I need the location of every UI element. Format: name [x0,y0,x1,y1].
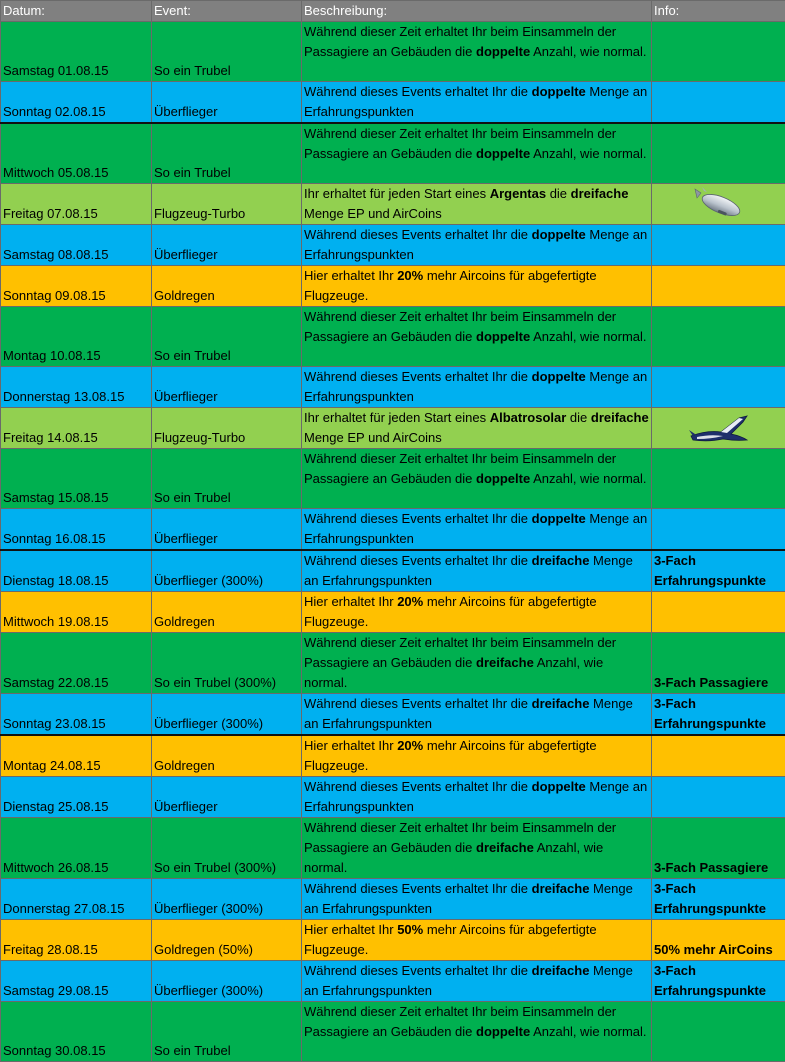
date-cell: Donnerstag 27.08.15 [1,879,152,920]
table-row [1,22,785,82]
desc-text: Menge EP und AirCoins [304,206,442,221]
desc-bold: Albatrosolar [490,410,567,425]
desc-bold: Argentas [490,186,546,201]
desc-text: Während dieser Zeit erhaltet Ihr beim Einsammeln der Passagiere an Gebäuden die [304,820,616,855]
table-row [1,694,785,736]
desc-bold: doppelte [476,44,530,59]
event-cell: So ein Trubel [152,307,302,367]
desc-text: mehr Aircoins für abgefertigte Flugzeuge. [304,922,597,957]
desc-text: Während dieses Events erhaltet Ihr die [304,369,532,384]
table-row [1,266,785,307]
event-cell: Überflieger [152,225,302,266]
desc-text: Anzahl, wie normal. [530,471,646,486]
date-cell: Mittwoch 26.08.15 [1,818,152,879]
desc-text: Menge an Erfahrungspunkten [304,963,633,998]
header-description: Beschreibung: [302,1,652,22]
desc-text: Anzahl, wie normal. [530,44,646,59]
desc-text: mehr Aircoins für abgefertigte Flugzeuge. [304,594,597,629]
description-cell [302,307,652,367]
date-cell: Freitag 28.08.15 [1,920,152,961]
desc-text: Menge an Erfahrungspunkten [304,227,647,262]
info-cell [652,367,785,408]
info-cell: 3-Fach Erfahrungspunkte [652,879,785,920]
header-info: Info: [652,1,785,22]
date-cell: Samstag 15.08.15 [1,449,152,509]
info-cell [652,592,785,633]
info-cell [652,225,785,266]
table-row [1,735,785,777]
event-cell: So ein Trubel [152,123,302,184]
desc-bold: 20% [397,268,423,283]
description-cell [302,82,652,124]
desc-text: Ihr erhaltet für jeden Start eines [304,186,490,201]
desc-text: Während dieser Zeit erhaltet Ihr beim Einsammeln der Passagiere an Gebäuden die [304,309,616,344]
description-cell [302,408,652,449]
table-row [1,920,785,961]
description-cell [302,367,652,408]
info-cell [652,82,785,124]
event-cell: Überflieger (300%) [152,550,302,592]
desc-bold: 20% [397,738,423,753]
event-cell: Überflieger (300%) [152,879,302,920]
desc-bold: dreifache [532,963,590,978]
table-row [1,633,785,694]
date-cell: Sonntag 23.08.15 [1,694,152,736]
info-cell [652,735,785,777]
info-cell: 3-Fach Erfahrungspunkte [652,694,785,736]
event-cell: Überflieger (300%) [152,961,302,1002]
desc-text: Anzahl, wie normal. [304,840,603,875]
date-cell: Montag 10.08.15 [1,307,152,367]
header-event: Event: [152,1,302,22]
table-row [1,408,785,449]
description-cell [302,920,652,961]
event-cell: Goldregen [152,735,302,777]
desc-bold: 50% [397,922,423,937]
desc-bold: doppelte [532,369,586,384]
description-cell [302,123,652,184]
date-cell: Sonntag 02.08.15 [1,82,152,124]
desc-text: Menge an Erfahrungspunkten [304,511,647,546]
desc-text: die [546,186,571,201]
desc-text: Menge an Erfahrungspunkten [304,881,633,916]
table-row [1,367,785,408]
desc-text: Menge an Erfahrungspunkten [304,84,647,119]
desc-text: Während dieses Events erhaltet Ihr die [304,963,532,978]
date-cell: Samstag 22.08.15 [1,633,152,694]
info-cell: 3-Fach Passagiere [652,633,785,694]
event-cell: So ein Trubel [152,449,302,509]
info-cell [652,184,785,225]
desc-text: Anzahl, wie normal. [304,655,603,690]
albatros-plane-icon [687,410,751,446]
date-cell: Donnerstag 13.08.15 [1,367,152,408]
info-cell: 3-Fach Erfahrungspunkte [652,550,785,592]
description-cell [302,1002,652,1062]
description-cell [302,449,652,509]
event-cell: Flugzeug-Turbo [152,408,302,449]
desc-bold: doppelte [476,329,530,344]
info-cell: 3-Fach Erfahrungspunkte [652,961,785,1002]
info-cell [652,123,785,184]
table-row [1,123,785,184]
table-row [1,82,785,124]
date-cell: Freitag 07.08.15 [1,184,152,225]
date-cell: Samstag 08.08.15 [1,225,152,266]
desc-text: Hier erhaltet Ihr [304,738,397,753]
info-cell [652,449,785,509]
desc-text: Hier erhaltet Ihr [304,922,397,937]
description-cell [302,509,652,551]
desc-text: Während dieser Zeit erhaltet Ihr beim Einsammeln der Passagiere an Gebäuden die [304,24,616,59]
date-cell: Mittwoch 19.08.15 [1,592,152,633]
desc-text: Menge an Erfahrungspunkten [304,369,647,404]
table-row [1,225,785,266]
description-cell [302,735,652,777]
info-cell [652,509,785,551]
date-cell: Freitag 14.08.15 [1,408,152,449]
description-cell [302,879,652,920]
desc-text: Ihr erhaltet für jeden Start eines [304,410,490,425]
desc-bold: doppelte [476,471,530,486]
info-cell [652,266,785,307]
info-cell [652,307,785,367]
info-cell: 3-Fach Passagiere [652,818,785,879]
event-cell: Überflieger [152,82,302,124]
desc-bold: dreifache [476,840,534,855]
date-cell: Samstag 29.08.15 [1,961,152,1002]
header-row [1,1,785,22]
description-cell [302,184,652,225]
info-cell [652,408,785,449]
desc-text: die [566,410,591,425]
date-cell: Montag 24.08.15 [1,735,152,777]
desc-text: Menge EP und AirCoins [304,430,442,445]
desc-text: Während dieses Events erhaltet Ihr die [304,553,532,568]
desc-text: Während dieser Zeit erhaltet Ihr beim Einsammeln der Passagiere an Gebäuden die [304,635,616,670]
description-cell [302,225,652,266]
desc-text: mehr Aircoins für abgefertigte Flugzeuge. [304,268,597,303]
airship-icon [691,187,747,221]
desc-bold: dreifache [532,696,590,711]
desc-text: Menge an Erfahrungspunkten [304,779,647,814]
info-cell [652,777,785,818]
description-cell [302,592,652,633]
date-cell: Sonntag 16.08.15 [1,509,152,551]
date-cell: Sonntag 30.08.15 [1,1002,152,1062]
desc-text: Während dieses Events erhaltet Ihr die [304,881,532,896]
desc-bold: doppelte [532,84,586,99]
date-cell: Samstag 01.08.15 [1,22,152,82]
date-cell: Dienstag 18.08.15 [1,550,152,592]
description-cell [302,266,652,307]
desc-bold: doppelte [532,779,586,794]
table-row [1,509,785,551]
info-cell [652,1002,785,1062]
description-cell [302,777,652,818]
event-cell: So ein Trubel [152,22,302,82]
event-cell: So ein Trubel (300%) [152,633,302,694]
event-cell: Flugzeug-Turbo [152,184,302,225]
event-cell: Goldregen (50%) [152,920,302,961]
desc-bold: dreifache [532,553,590,568]
date-cell: Sonntag 09.08.15 [1,266,152,307]
desc-text: Während dieses Events erhaltet Ihr die [304,511,532,526]
desc-bold: doppelte [476,1024,530,1039]
event-cell: Goldregen [152,266,302,307]
table-row [1,818,785,879]
desc-bold: dreifache [591,410,649,425]
event-cell: Überflieger [152,777,302,818]
info-cell: 50% mehr AirCoins [652,920,785,961]
event-cell: Überflieger (300%) [152,694,302,736]
table-row [1,307,785,367]
desc-text: Anzahl, wie normal. [530,329,646,344]
desc-text: Hier erhaltet Ihr [304,594,397,609]
desc-text: Während dieses Events erhaltet Ihr die [304,779,532,794]
desc-text: Anzahl, wie normal. [530,1024,646,1039]
desc-text: Während dieses Events erhaltet Ihr die [304,84,532,99]
table-row [1,592,785,633]
description-cell [302,550,652,592]
desc-bold: doppelte [532,511,586,526]
header-date: Datum: [1,1,152,22]
description-cell [302,694,652,736]
desc-bold: 20% [397,594,423,609]
info-cell [652,22,785,82]
desc-bold: dreifache [571,186,629,201]
table-row [1,1002,785,1062]
table-row [1,550,785,592]
date-cell: Mittwoch 05.08.15 [1,123,152,184]
desc-text: Hier erhaltet Ihr [304,268,397,283]
desc-bold: doppelte [532,227,586,242]
description-cell [302,961,652,1002]
description-cell [302,818,652,879]
desc-text: Anzahl, wie normal. [530,146,646,161]
table-row [1,184,785,225]
table-row [1,961,785,1002]
desc-bold: dreifache [476,655,534,670]
event-cell: Goldregen [152,592,302,633]
desc-text: Während dieser Zeit erhaltet Ihr beim Einsammeln der Passagiere an Gebäuden die [304,126,616,161]
description-cell [302,22,652,82]
desc-bold: doppelte [476,146,530,161]
description-cell [302,633,652,694]
event-cell: So ein Trubel (300%) [152,818,302,879]
desc-text: mehr Aircoins für abgefertigte Flugzeuge. [304,738,597,773]
table-row [1,879,785,920]
event-cell: Überflieger [152,509,302,551]
date-cell: Dienstag 25.08.15 [1,777,152,818]
desc-text: Während dieser Zeit erhaltet Ihr beim Einsammeln der Passagiere an Gebäuden die [304,451,616,486]
desc-text: Während dieses Events erhaltet Ihr die [304,696,532,711]
event-cell: Überflieger [152,367,302,408]
table-row [1,777,785,818]
desc-text: Während dieser Zeit erhaltet Ihr beim Einsammeln der Passagiere an Gebäuden die [304,1004,616,1039]
desc-bold: dreifache [532,881,590,896]
event-cell: So ein Trubel [152,1002,302,1062]
desc-text: Menge an Erfahrungspunkten [304,553,633,588]
desc-text: Menge an Erfahrungspunkten [304,696,633,731]
desc-text: Während dieses Events erhaltet Ihr die [304,227,532,242]
table-row [1,449,785,509]
